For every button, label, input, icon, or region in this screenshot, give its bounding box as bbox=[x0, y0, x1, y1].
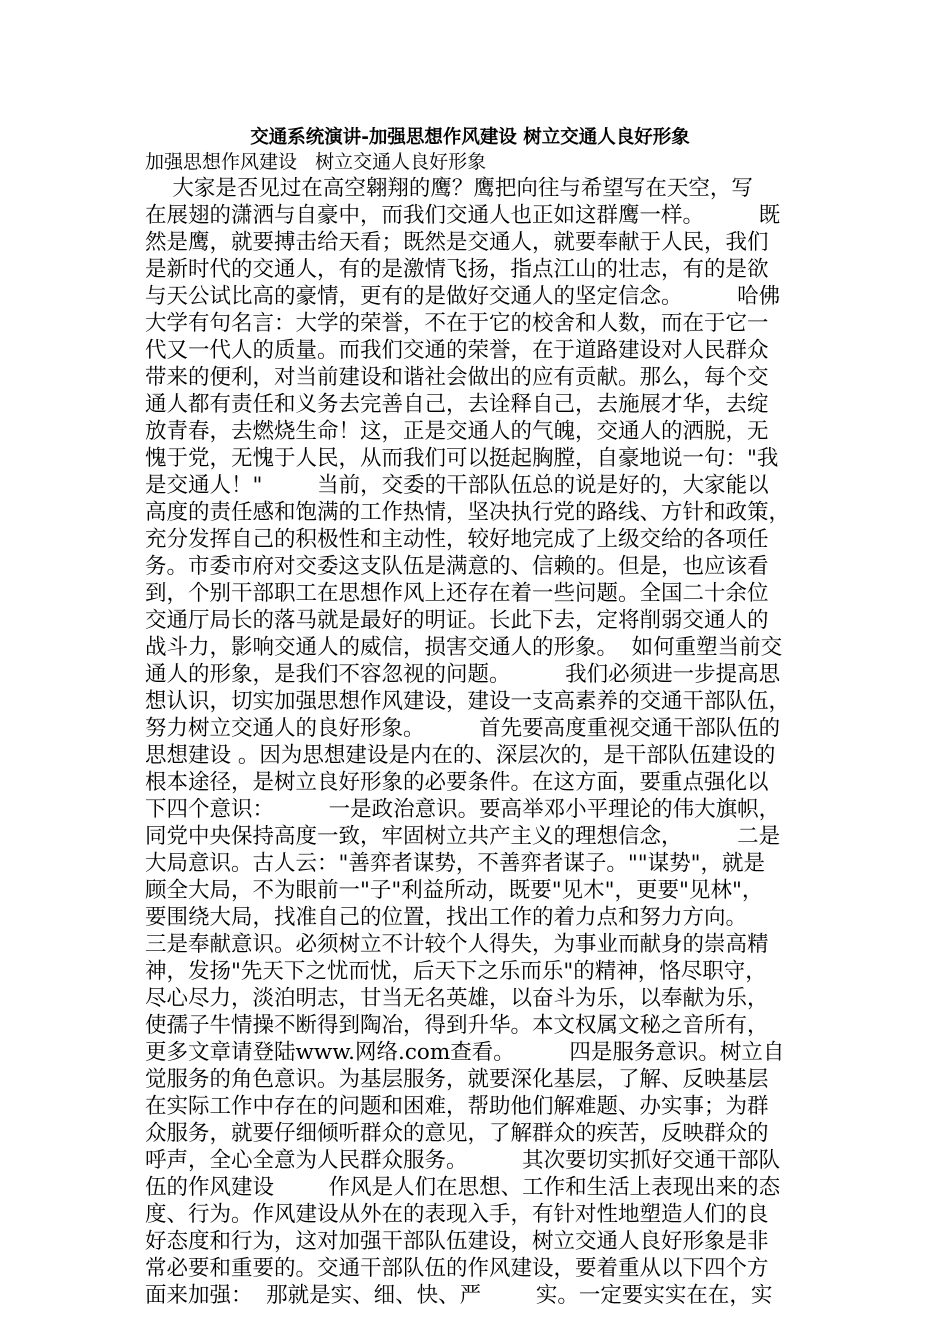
body-text-line: 好态度和行为，这对加强干部队伍建设，树立交通人良好形象是非 bbox=[145, 1229, 769, 1254]
document-subtitle: 加强思想作风建设 树立交通人良好形象 bbox=[145, 151, 487, 173]
body-text-line: 同党中央保持高度一致，牢固树立共产主义的理想信念， 二是 bbox=[145, 824, 781, 849]
body-text-line: 交通厅局长的落马就是最好的明证。长此下去，定将削弱交通人的 bbox=[145, 608, 769, 633]
body-text-line: 大局意识。古人云："善弈者谋势，不善弈者谋子。""谋势"，就是 bbox=[145, 851, 766, 876]
body-text-line: 是交通人！" 当前，交委的干部队伍总的说是好的，大家能以 bbox=[145, 473, 769, 498]
body-text-line: 想认识，切实加强思想作风建设，建设一支高素养的交通干部队伍， bbox=[145, 689, 791, 714]
body-text-line: 顾全大局，不为眼前一"子"利益所动，既要"见木"，更要"见林"， bbox=[145, 878, 764, 903]
body-text-line: 务。市委市府对交委这支队伍是满意的、信赖的。但是，也应该看 bbox=[145, 554, 769, 579]
body-text-line: 思想建设 。因为思想建设是内在的、深层次的，是干部队伍建设的 bbox=[145, 743, 776, 768]
body-text-line: 要围绕大局，找准自己的位置，找出工作的着力点和努力方向。 bbox=[145, 905, 748, 930]
body-text-line: 根本途径，是树立良好形象的必要条件。在这方面，要重点强化以 bbox=[145, 770, 769, 795]
body-text-line: 放青春，去燃烧生命！这，正是交通人的气魄，交通人的洒脱，无 bbox=[145, 419, 769, 444]
body-text-line: 通人的形象，是我们不容忽视的问题。 我们必须进一步提高思 bbox=[145, 662, 781, 687]
body-text-line: 度、行为。作风建设从外在的表现入手，有针对性地塑造人们的良 bbox=[145, 1202, 769, 1227]
body-text-line: 是新时代的交通人，有的是激情飞扬，指点江山的壮志，有的是欲 bbox=[145, 257, 769, 282]
body-text-line: 大家是否见过在高空翱翔的鹰？鹰把向往与希望写在天空，写 bbox=[145, 176, 753, 201]
body-text-line: 众服务，就要仔细倾听群众的意见，了解群众的疾苦，反映群众的 bbox=[145, 1121, 769, 1146]
body-text-line: 下四个意识： 一是政治意识。要高举邓小平理论的伟大旗帜， bbox=[145, 797, 781, 822]
body-text-line: 在展翅的潇洒与自豪中，而我们交通人也正如这群鹰一样。 既 bbox=[145, 203, 781, 228]
body-text-line: 面来加强： 那就是实、细、快、严 实。一定要实实在在，实 bbox=[145, 1283, 773, 1308]
body-text-line: 愧于党，无愧于人民，从而我们可以挺起胸膛，自豪地说一句："我 bbox=[145, 446, 779, 471]
body-text-line: 尽心尽力，淡泊明志，甘当无名英雄，以奋斗为乐，以奉献为乐， bbox=[145, 986, 769, 1011]
body-text-line: 然是鹰，就要搏击给天看；既然是交通人，就要奉献于人民，我们 bbox=[145, 230, 769, 255]
body-text-line: 呼声，全心全意为人民群众服务。 其次要切实抓好交通干部队 bbox=[145, 1148, 781, 1173]
body-text-line: 战斗力，影响交通人的威信，损害交通人的形象。 如何重塑当前交 bbox=[145, 635, 783, 660]
body-text-line: 与天公试比高的豪情，更有的是做好交通人的坚定信念。 哈佛 bbox=[145, 284, 781, 309]
body-text-line: 神，发扬"先天下之忧而忧，后天下之乐而乐"的精神，恪尽职守， bbox=[145, 959, 767, 984]
body-text-line: 使孺子牛情操不断得到陶冶，得到升华。本文权属文秘之音所有， bbox=[145, 1013, 769, 1038]
body-text-line: 大学有句名言：大学的荣誉，不在于它的校舍和人数，而在于它一 bbox=[145, 311, 769, 336]
body-text-line: 高度的责任感和饱满的工作热情，坚决执行党的路线、方针和政策， bbox=[145, 500, 791, 525]
document-title: 交通系统演讲-加强思想作风建设 树立交通人良好形象 bbox=[250, 127, 690, 148]
body-text-line: 三是奉献意识。必须树立不计较个人得失，为事业而献身的崇高精 bbox=[145, 932, 769, 957]
body-text-line: 在实际工作中存在的问题和困难，帮助他们解难题、办实事；为群 bbox=[145, 1094, 769, 1119]
body-text-line: 伍的作风建设 作风是人们在思想、工作和生活上表现出来的态 bbox=[145, 1175, 781, 1200]
body-text-line: 常必要和重要的。交通干部队伍的作风建设，要着重从以下四个方 bbox=[145, 1256, 769, 1281]
body-text-line: 带来的便利，对当前建设和谐社会做出的应有贡献。那么，每个交 bbox=[145, 365, 769, 390]
body-text-line: 充分发挥自己的积极性和主动性，较好地完成了上级交给的各项任 bbox=[145, 527, 769, 552]
body-text-line: 通人都有责任和义务去完善自己，去诠释自己，去施展才华，去绽 bbox=[145, 392, 769, 417]
body-text-line: 更多文章请登陆www.网络.com查看。 四是服务意识。树立自 bbox=[145, 1040, 785, 1065]
body-text-line: 觉服务的角色意识。为基层服务，就要深化基层，了解、反映基层 bbox=[145, 1067, 769, 1092]
body-text-line: 到，个别干部职工在思想作风上还存在着一些问题。全国二十余位 bbox=[145, 581, 769, 606]
body-text-line: 代又一代人的质量。而我们交通的荣誉，在于道路建设对人民群众 bbox=[145, 338, 769, 363]
body-text-line: 努力树立交通人的良好形象。 首先要高度重视交通干部队伍的 bbox=[145, 716, 781, 741]
document-body bbox=[145, 175, 805, 1309]
